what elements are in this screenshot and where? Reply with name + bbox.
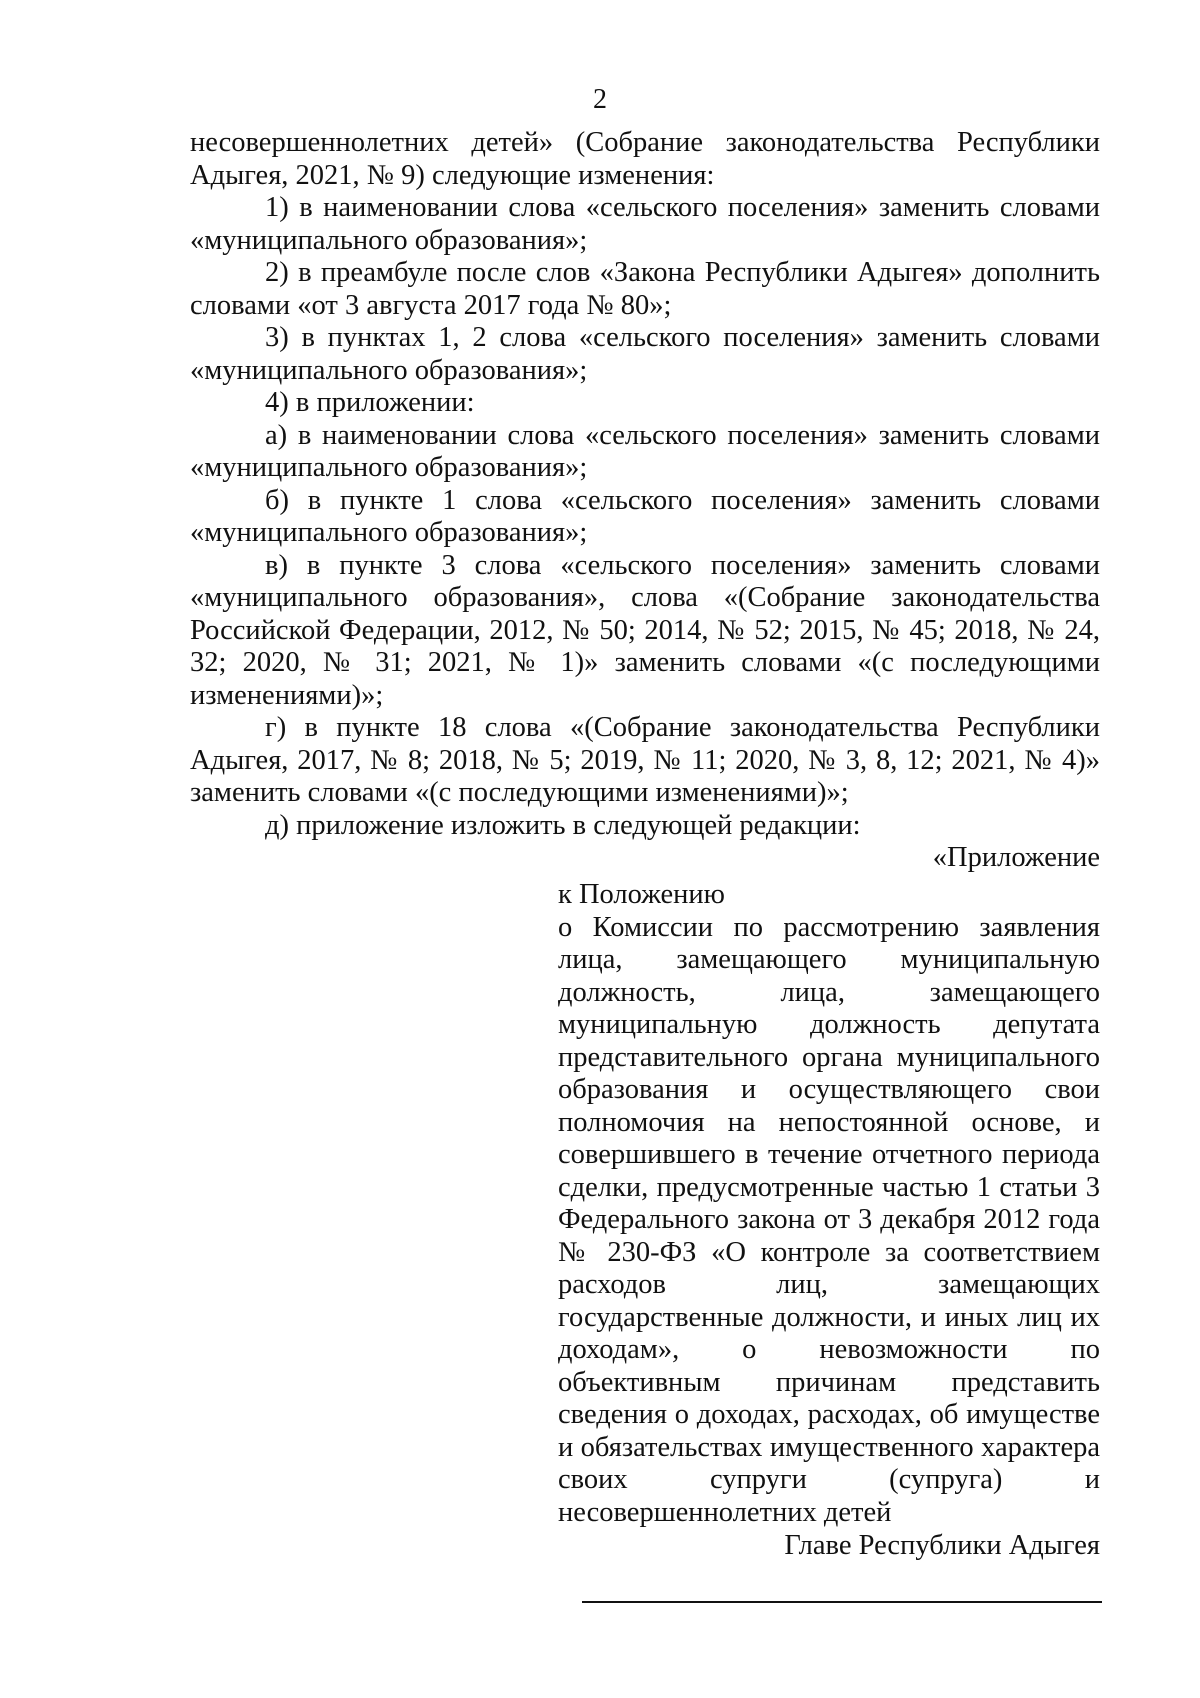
paragraph-item-4: 4) в приложении: [265,387,475,418]
main-text [190,127,1100,875]
paragraph-subitem-a: а) в наименовании слова «сельского поселения» заменить словами «муниципального образования»; [190,419,1100,483]
page-number: 2 [593,84,607,115]
paragraph-subitem-g: г) в пункте 18 слова «(Собрание законодательства Республики Адыгея, 2017, № 8; 2018, № 5; 2019, № 11; 2020, № 3, 8, 12; 2021, № 4)» заменить словами «(с последующими изменениями)»; [190,712,1100,808]
paragraph-continuation: несовершеннолетних детей» (Собрание законодательства Республики Адыгея, 2021, № 9) следующие изменения: [190,127,1100,191]
addressee: Главе Республики Адыгея [784,1530,1100,1561]
paragraph-item-1: 1) в наименовании слова «сельского поселения» заменить словами «муниципального образования»; [190,192,1100,256]
appendix-mark: «Приложение [932,842,1100,873]
paragraph-subitem-v: в) в пункте 3 слова «сельского поселения» заменить словами «муниципального образования», слова «(Собрание законодательства Российской Федерации, 2012, № 50; 2014, № 52; 2015, № 45; 2018, № 24, 32; 2020, № 31; 2021, № 1)» заменить словами «(с последующими изменениями)»; [190,549,1100,711]
paragraph-item-3: 3) в пунктах 1, 2 слова «сельского поселения» заменить словами «муниципального образования»; [190,322,1100,386]
appendix-title: о Комиссии по рассмотрению заявления лица, замещающего муниципальную должность, лица, замещающего муниципальную должность депутата представительного органа муниципального образования и осуществляющего свои полномочия на непостоянной основе, и совершившего в течение отчетного периода сделки, предусмотренные частью 1 статьи 3 Федерального закона от 3 декабря 2012 года № 230-ФЗ «О контроле за соответствием расходов лиц, замещающих государственные должности, и иных лиц их доходам», о невозможности по объективным причинам представить сведения о доходах, расходах, об имуществе и обязательствах имущественного характера своих супруги (супруга) и несовершеннолетних детей [558,911,1100,1528]
appendix-to-regulation: к Положению [558,879,725,910]
paragraph-subitem-d: д) приложение изложить в следующей редакции: [265,809,861,841]
paragraph-subitem-b: б) в пункте 1 слова «сельского поселения» заменить словами «муниципального образования»; [190,484,1100,548]
paragraph-item-2: 2) в преамбуле после слов «Закона Республики Адыгея» дополнить словами «от 3 августа 2017 года № 80»; [190,257,1100,321]
appendix-heading-block [558,879,1100,1529]
signature-line [582,1601,1102,1603]
